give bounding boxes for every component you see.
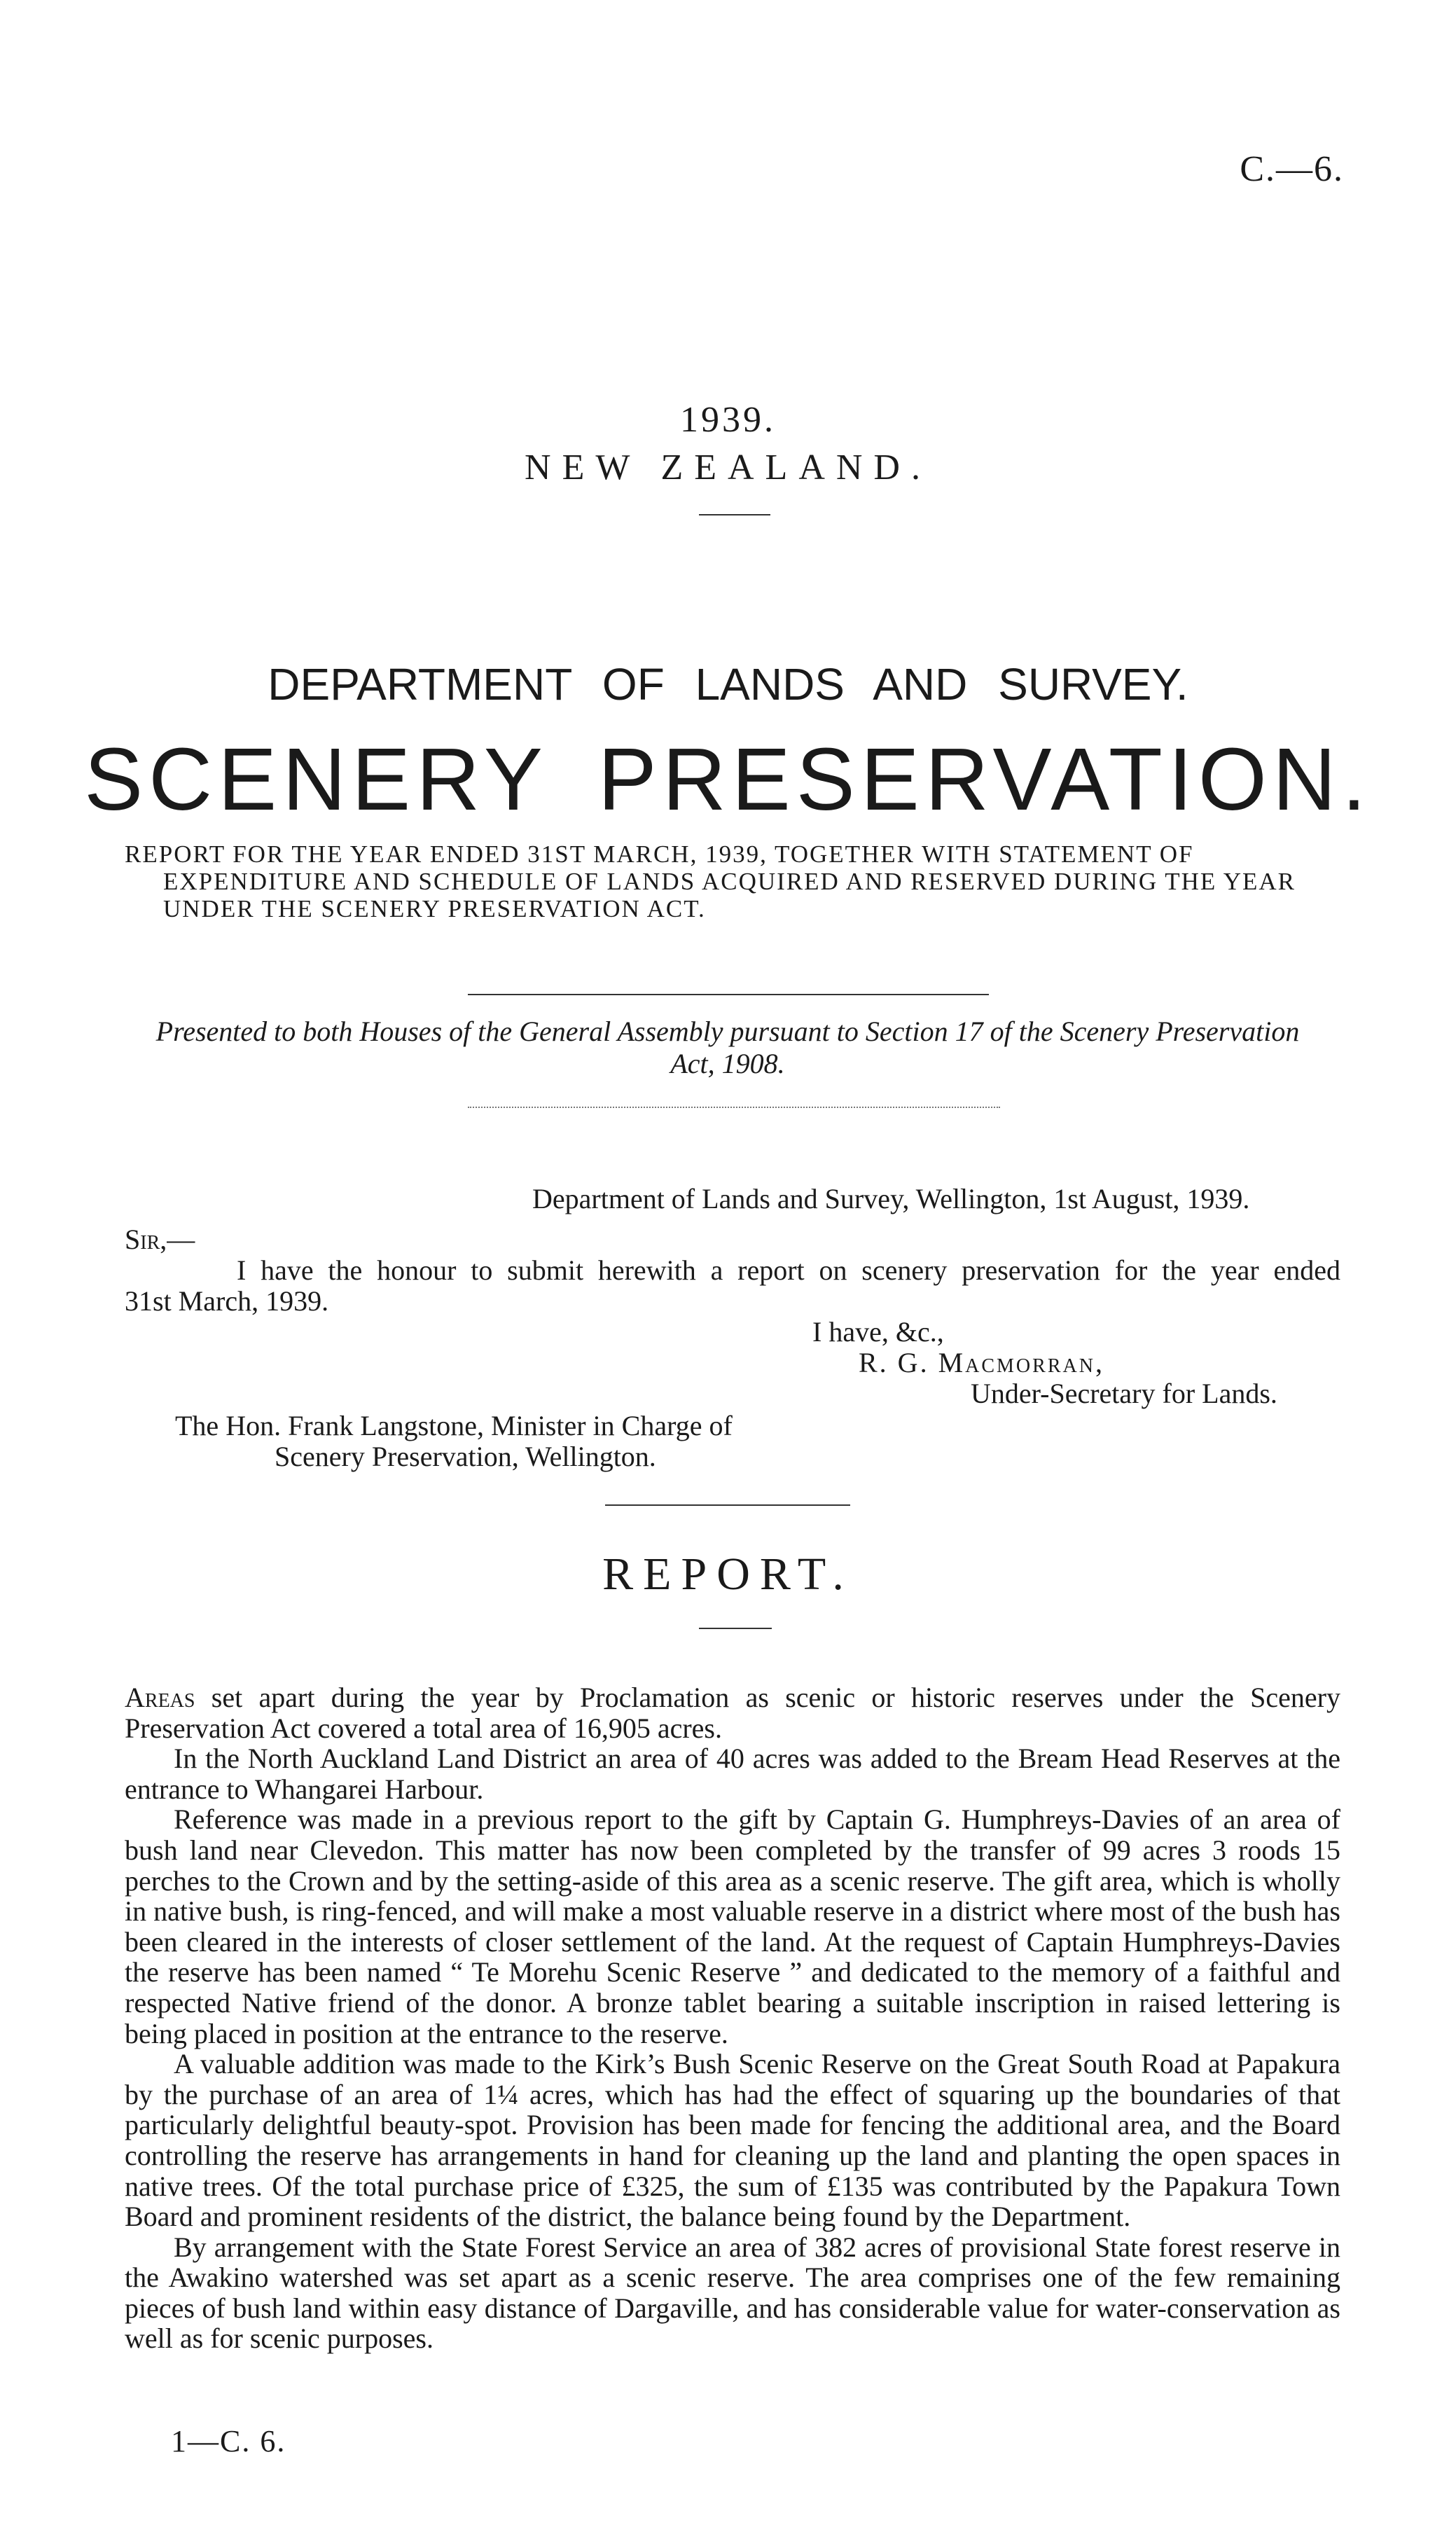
presented-line-2: Act, 1908. xyxy=(670,1048,785,1079)
letter-recipient-line-2: Scenery Preservation, Wellington. xyxy=(275,1441,656,1472)
subtitle-line-1: REPORT FOR THE YEAR ENDED 31ST MARCH, 1939, TOGETHER WITH STATEMENT OF xyxy=(125,840,1194,868)
report-paragraph-4: A valuable addition was made to the Kirk’s Bush Scenic Reserve on the Great South Road at Papakura by the purchase of an area of 1¼ acres, which has had the effect of squaring up the boundaries of that particularly delightful beauty-spot. Provision has been made for fencing the additional area, and the Board controlling the reserve has arrangements in hand for cleaning up the land and planting the open spaces in native trees. Of the total purchase price of £325, the sum of £135 was contributed by the Papakura Town Board and prominent residents of the district, the balance being found by the Department. xyxy=(125,2048,1340,2233)
letter-signatory-title: Under-Secretary for Lands. xyxy=(971,1378,1277,1409)
report-paragraph-1-text: set apart during the year by Proclamation as scenic or historic reserves under the Scenery Preservation Act covered a total area of 16,905 acres. xyxy=(125,1682,1341,1744)
divider-short xyxy=(699,514,770,515)
letter-body-line-1: I have the honour to submit herewith a report on scenery preservation for the year ended xyxy=(237,1254,1340,1286)
department-title: DEPARTMENT OF LANDS AND SURVEY. xyxy=(268,659,1188,709)
letter-address: Department of Lands and Survey, Wellington, 1st August, 1939. xyxy=(532,1183,1250,1214)
signature-mark: 1—C. 6. xyxy=(171,2424,286,2458)
report-paragraph-2: In the North Auckland Land District an area of 40 acres was added to the Bream Head Reserves at the entrance to Whangarei Harbour. xyxy=(125,1743,1340,1805)
letter-closing: I have, &c., xyxy=(812,1316,944,1348)
publication-year: 1939. xyxy=(680,400,776,440)
report-paragraph-3: Reference was made in a previous report to the gift by Captain G. Humphreys-Davies of an area of bush land near Clevedon. This matter has now been completed by the transfer of 99 acres 3 roods 15 perches to the Crown and by the setting-aside of this area as a scenic reserve. The gift area, which is wholly in native bush, is ring-fenced, and will make a most valuable reserve in a district where most of the bush has been cleared in the interests of closer settlement of the land. At the request of Captain Humphreys-Davies the reserve has been named “ Te Morehu Scenic Reserve ” and dedicated to the memory of a faithful and respected Native friend of the donor. A bronze tablet bearing a suitable inscription in raised lettering is being placed in position at the entrance to the reserve. xyxy=(125,1803,1340,2049)
report-paragraph-5: By arrangement with the State Forest Service an area of 382 acres of provisional State forest reserve in the Awakino watershed was set apart as a scenic reserve. The area comprises one of the few remaining pieces of bush land within easy distance of Dargaville, and has considerable value for water-conservation as well as for scenic purposes. xyxy=(125,2231,1340,2355)
divider-medium xyxy=(605,1504,850,1506)
report-body xyxy=(125,1682,1340,2354)
report-lead-word: Areas xyxy=(125,1682,195,1713)
letter-salutation: Sir,— xyxy=(125,1224,195,1255)
country-heading: NEW ZEALAND. xyxy=(525,448,931,487)
report-paragraph-1 xyxy=(125,1682,1340,1743)
divider-dotted xyxy=(468,1107,1000,1108)
main-title: SCENERY PRESERVATION. xyxy=(84,730,1372,829)
presentation-note xyxy=(125,1016,1331,1080)
letter-signatory: R. G. Macmorran, xyxy=(859,1347,1104,1378)
divider-long xyxy=(468,994,989,995)
letter-body-line-2: 31st March, 1939. xyxy=(125,1285,329,1317)
subtitle-line-2: EXPENDITURE AND SCHEDULE OF LANDS ACQUIRED AND RESERVED DURING THE YEAR xyxy=(163,868,1296,895)
report-subtitle xyxy=(125,840,1331,922)
presented-line-1: Presented to both Houses of the General Assembly pursuant to Section 17 of the Scenery Preservation xyxy=(155,1016,1300,1047)
subtitle-line-3: UNDER THE SCENERY PRESERVATION ACT. xyxy=(163,895,706,922)
report-heading: REPORT. xyxy=(602,1549,854,1600)
letter-recipient-line-1: The Hon. Frank Langstone, Minister in Charge of xyxy=(175,1410,733,1441)
divider-report xyxy=(699,1628,772,1629)
document-reference: C.—6. xyxy=(1240,149,1344,189)
